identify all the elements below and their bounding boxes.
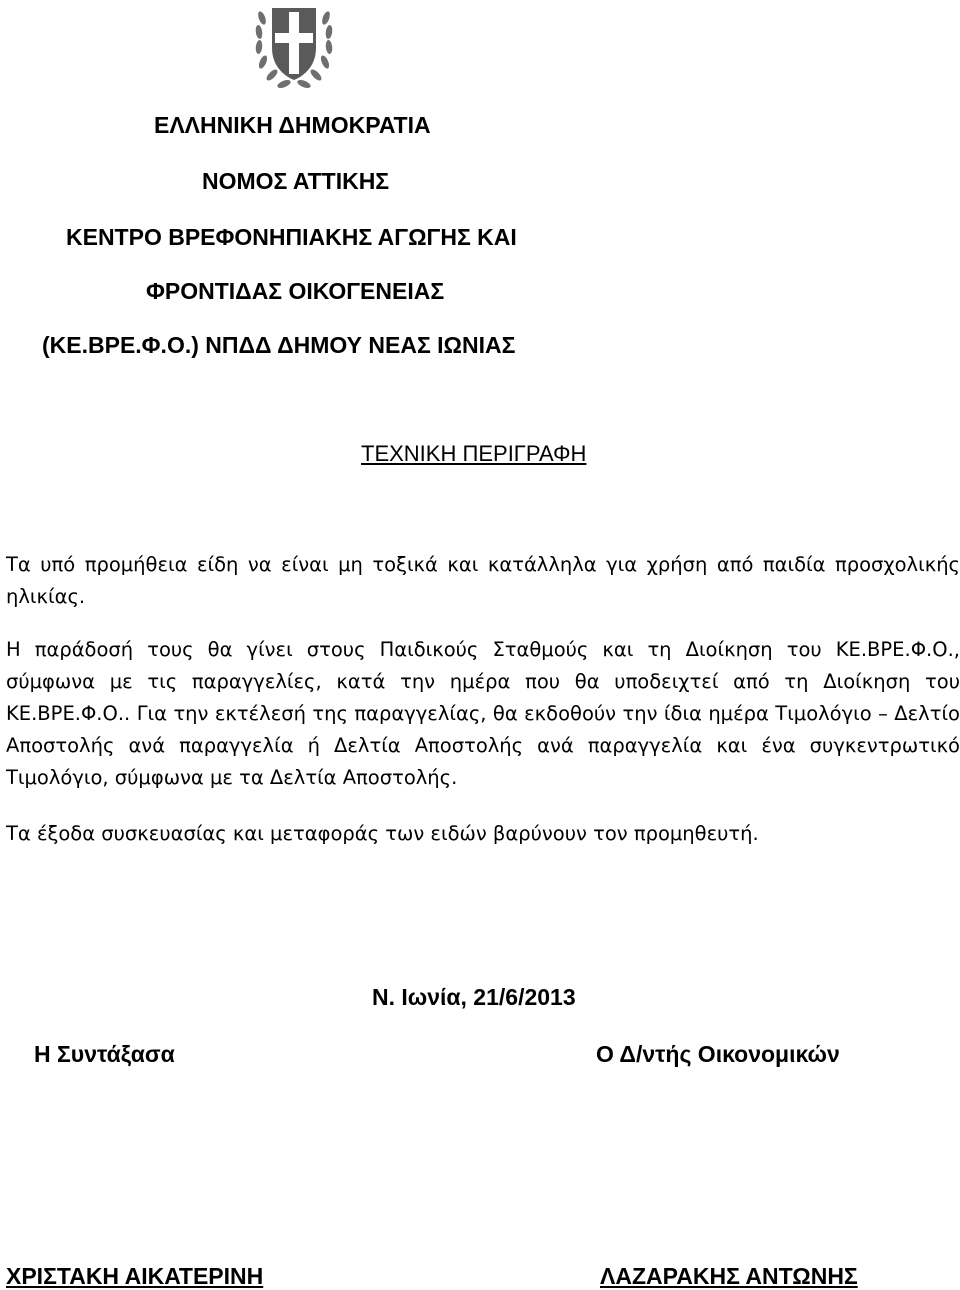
place-date: Ν. Ιωνία, 21/6/2013 (372, 984, 576, 1010)
header-line-republic: ΕΛΛΗΝΙΚΗ ΔΗΜΟΚΡΑΤΙΑ (154, 112, 431, 138)
right-signatory-role: Ο Δ/ντής Οικονομικών (596, 1041, 840, 1067)
header-line-prefecture: ΝΟΜΟΣ ΑΤΤΙΚΗΣ (202, 168, 390, 194)
left-signatory-name: ΧΡΙΣΤΑΚΗ ΑΙΚΑΤΕΡΙΝΗ (6, 1263, 264, 1289)
document-title: ΤΕΧΝΙΚΗ ΠΕΡΙΓΡΑΦΗ (361, 441, 587, 466)
left-signatory-role: Η Συντάξασα (34, 1041, 175, 1067)
paragraph-supplies: Τα υπό προμήθεια είδη να είναι μη τοξικά και κατάλληλα για χρήση από παιδία προσχολικής ηλικίας. (6, 553, 960, 608)
header-line-center: ΚΕΝΤΡΟ ΒΡΕΦΟΝΗΠΙΑΚΗΣ ΑΓΩΓΗΣ ΚΑΙ (66, 224, 517, 250)
header-line-entity: (ΚΕ.ΒΡΕ.Φ.Ο.) ΝΠΔΔ ΔΗΜΟΥ ΝΕΑΣ ΙΩΝΙΑΣ (42, 332, 516, 358)
header-line-family: ΦΡΟΝΤΙΔΑΣ ΟΙΚΟΓΕΝΕΙΑΣ (146, 278, 445, 304)
paragraph-costs: Τα έξοδα συσκευασίας και μεταφοράς των ειδών βαρύνουν τον προμηθευτή. (6, 822, 759, 845)
hellenic-republic-emblem-icon (252, 0, 336, 92)
right-signatory-name: ΛΑΖΑΡΑΚΗΣ ΑΝΤΩΝΗΣ (600, 1263, 858, 1289)
paragraph-delivery: Η παράδοσή τους θα γίνει στους Παιδικούς Σταθμούς και τη Διοίκηση του ΚΕ.ΒΡΕ.Φ.Ο., σύμφωνα με τις παραγγελίες, κατά την ημέρα που θα υποδειχτεί από τη Διοίκηση του ΚΕ.ΒΡΕ.Φ.Ο.. Για την εκτέλεσή της παραγγελίας, θα εκδοθούν την ίδια ημέρα Τιμολόγιο – Δελτίο Αποστολής ανά παραγγελία ή Δελτία Αποστολής ανά παραγγελία και ένα συγκεντρωτικό Τιμολόγιο, σύμφωνα με τα Δελτία Αποστολής. (6, 638, 960, 789)
